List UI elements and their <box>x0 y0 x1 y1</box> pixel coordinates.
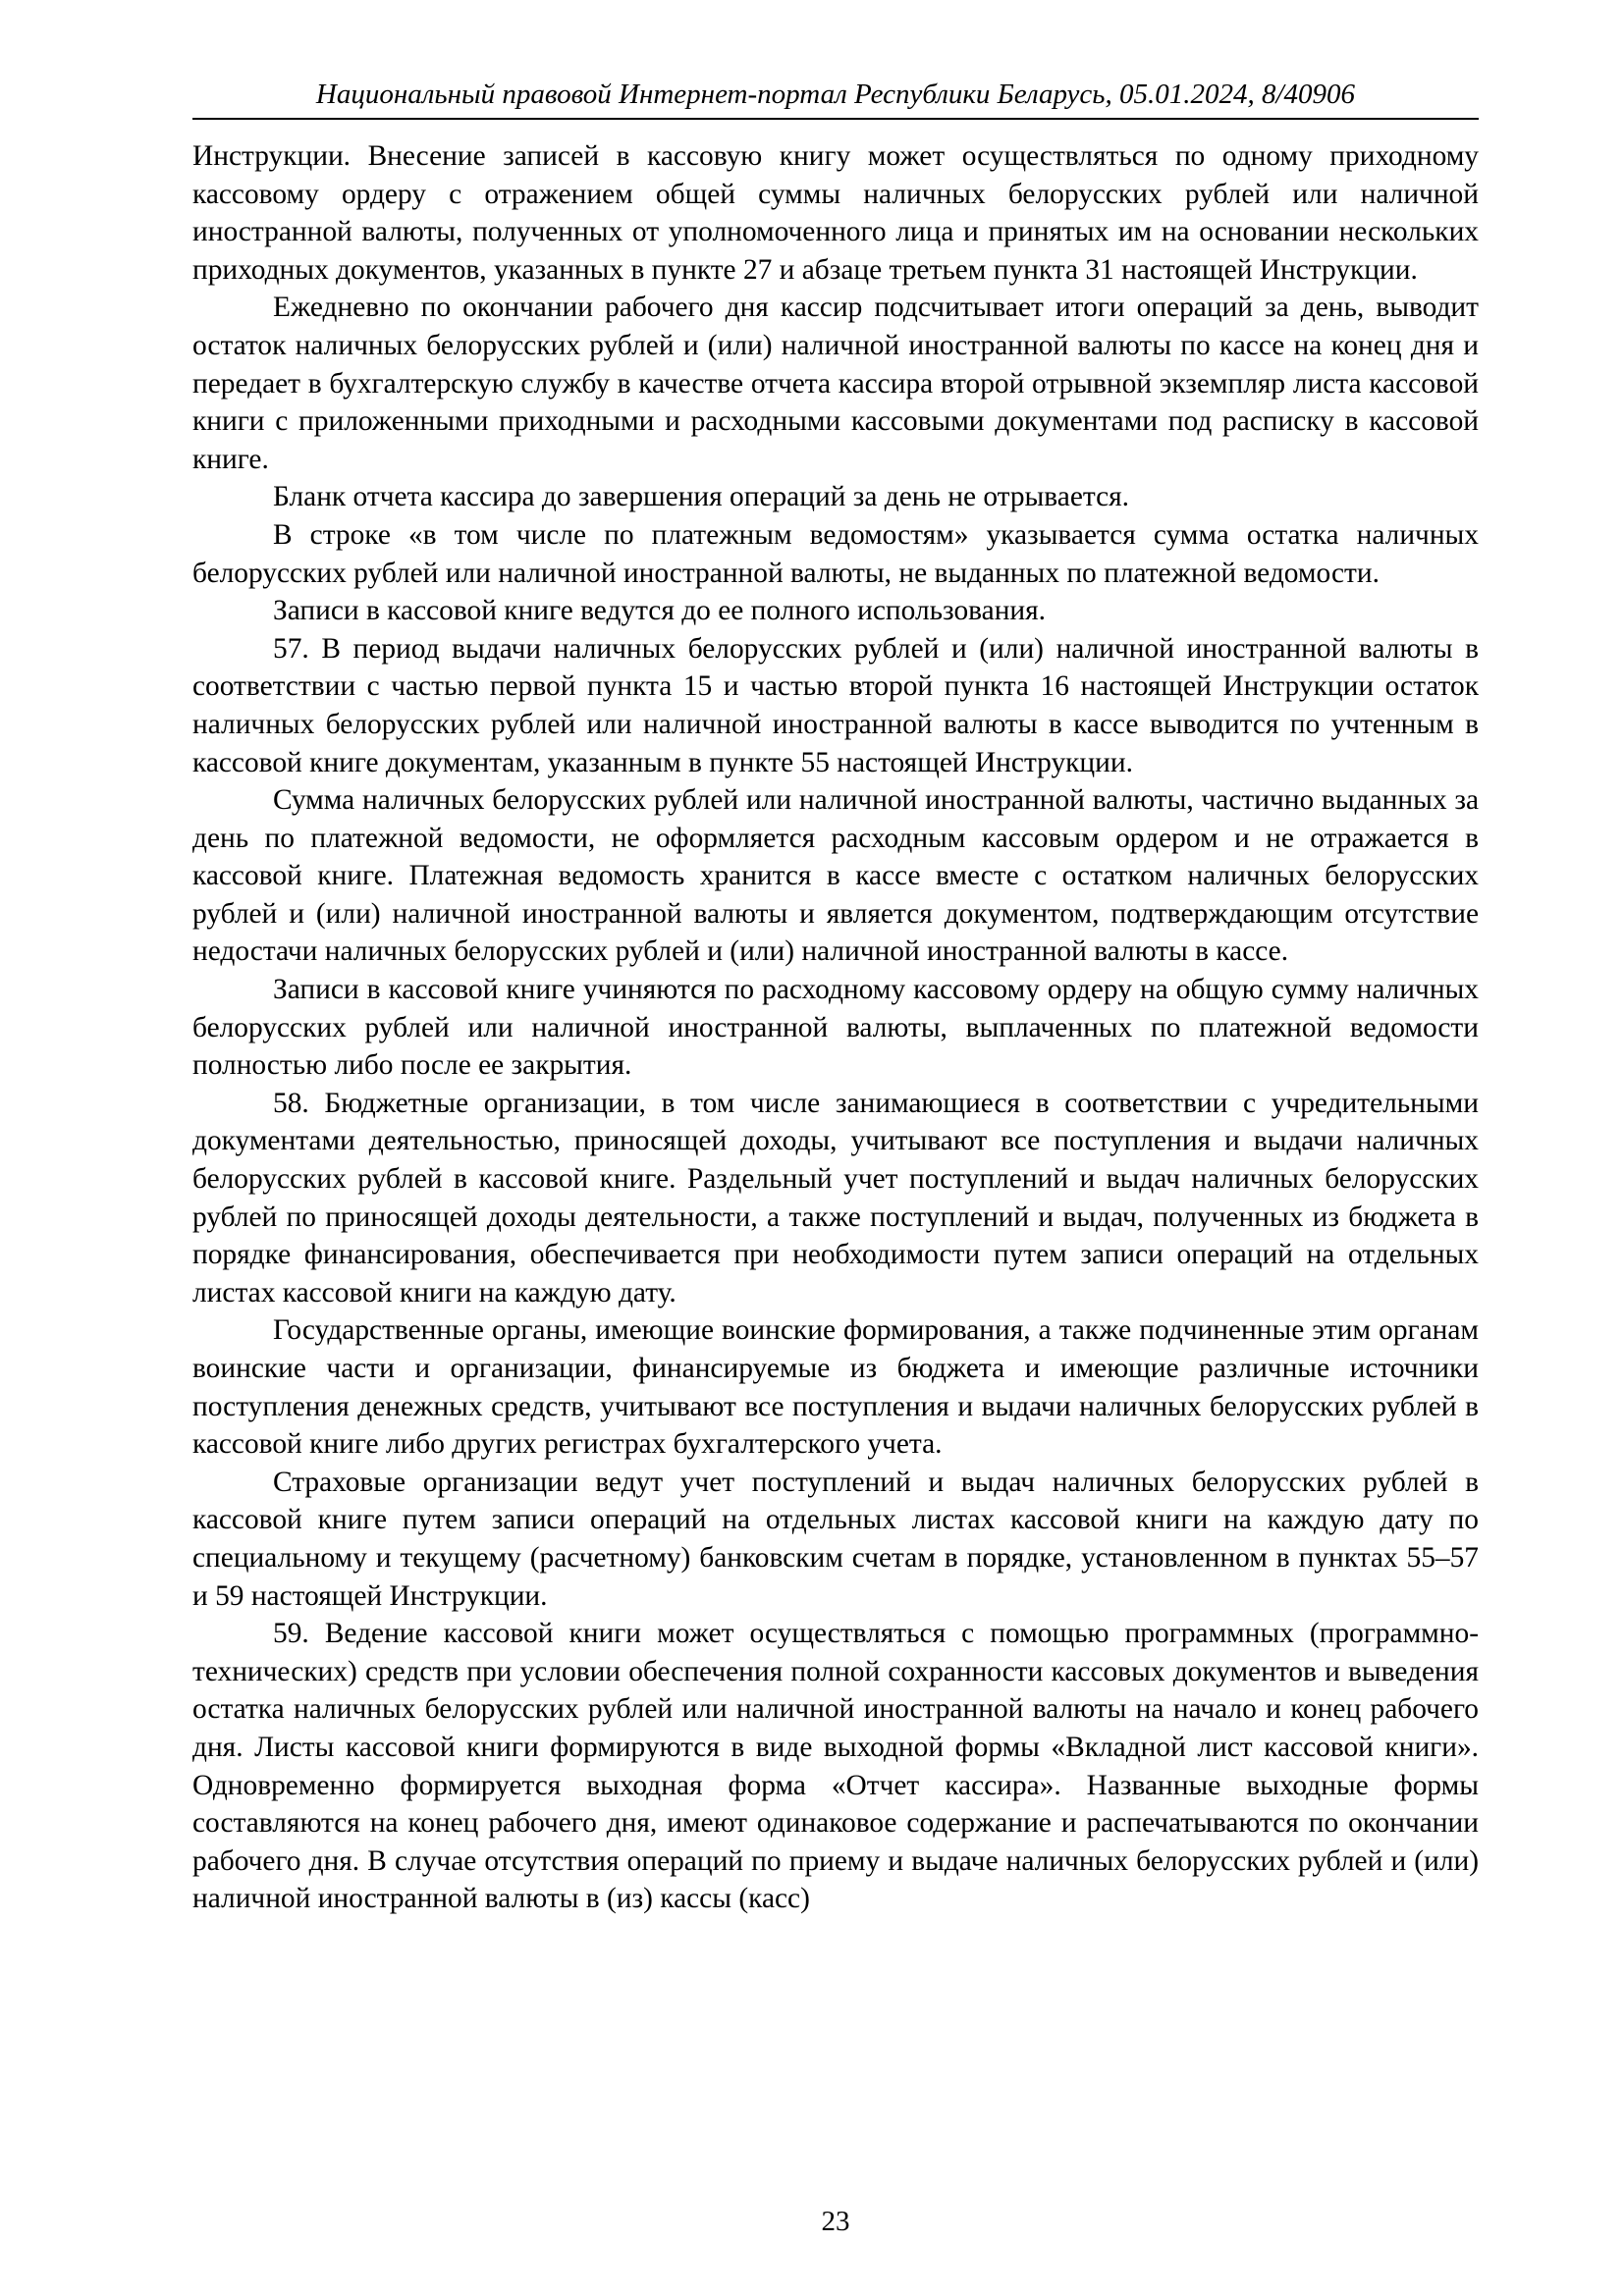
paragraph: Страховые организации ведут учет поступлений и выдач наличных белорусских рублей в кассовой книге путем записи операций на отдельных листах кассовой книги на каждую дату по специальному и текущему (расчетному) банковским счетам в порядке, установленном в пунктах 55–57 и 59 настоящей Инструкции. <box>192 1466 1479 1612</box>
paragraph: 57. В период выдачи наличных белорусских рублей и (или) наличной иностранной валюты в соответствии с частью первой пункта 15 и частью второй пункта 16 настоящей Инструкции остаток наличных белорусских рублей или наличной иностранной валюты в кассе выводится по учтенным в кассовой книге документам, указанным в пункте 55 настоящей Инструкции. <box>192 632 1479 778</box>
page-header: Национальный правовой Интернет-портал Республики Беларусь, 05.01.2024, 8/40906 <box>315 79 1356 110</box>
document-body <box>192 137 1479 1918</box>
paragraph: 59. Ведение кассовой книги может осуществляться с помощью программных (программно-технических) средств при условии обеспечения полной сохранности кассовых документов и выведения остатка наличных белорусских рублей или наличной иностранной валюты на начало и конец рабочего дня. Листы кассовой книги формируются в виде выходной формы «Вкладной лист кассовой книги». Одновременно формируется выходная форма «Отчет кассира». Названные выходные формы составляются на конец рабочего дня, имеют одинаковое содержание и распечатываются по окончании рабочего дня. В случае отсутствия операций по приему и выдаче наличных белорусских рублей и (или) наличной иностранной валюты в (из) кассы (касс) <box>192 1618 1479 1915</box>
header-divider <box>192 118 1479 120</box>
paragraph: 58. Бюджетные организации, в том числе занимающиеся в соответствии с учредительными документами деятельностью, приносящей доходы, учитывают все поступления и выдачи наличных белорусских рублей в кассовой книге. Раздельный учет поступлений и выдач наличных белорусских рублей по приносящей доходы деятельности, а также поступлений и выдач, полученных из бюджета в порядке финансирования, обеспечивается при необходимости путем записи операций на отдельных листах кассовой книги на каждую дату. <box>192 1087 1479 1308</box>
paragraph: Государственные органы, имеющие воинские формирования, а также подчиненные этим органам воинские части и организации, финансируемые из бюджета и имеющие различные источники поступления денежных средств, учитывают все поступления и выдачи наличных белорусских рублей в кассовой книге либо других регистрах бухгалтерского учета. <box>192 1314 1479 1461</box>
paragraph: Записи в кассовой книге учиняются по расходному кассовому ордеру на общую сумму наличных белорусских рублей или наличной иностранной валюты, выплаченных по платежной ведомости полностью либо после ее закрытия. <box>192 974 1479 1082</box>
paragraph: В строке «в том числе по платежным ведомостям» указывается сумма остатка наличных белорусских рублей или наличной иностранной валюты, не выданных по платежной ведомости. <box>192 518 1479 589</box>
page-number: 23 <box>821 2206 850 2237</box>
paragraph: Записи в кассовой книге ведутся до ее полного использования. <box>273 595 1047 627</box>
paragraph: Инструкции. Внесение записей в кассовую книгу может осуществляться по одному приходному кассовому ордеру с отражением общей суммы наличных белорусских рублей или наличной иностранной валюты, полученных от уполномоченного лица и принятых им на основании нескольких приходных документов, указанных в пункте 27 и абзаце третьем пункта 31 настоящей Инструкции. <box>192 140 1479 286</box>
paragraph: Бланк отчета кассира до завершения операций за день не отрывается. <box>273 481 1130 513</box>
paragraph: Ежедневно по окончании рабочего дня кассир подсчитывает итоги операций за день, выводит остаток наличных белорусских рублей и (или) наличной иностранной валюты по кассе на конец дня и передает в бухгалтерскую службу в качестве отчета кассира второй отрывной экземпляр листа кассовой книги с приложенными приходными и расходными кассовыми документами под расписку в кассовой книге. <box>192 292 1479 475</box>
paragraph: Сумма наличных белорусских рублей или наличной иностранной валюты, частично выданных за день по платежной ведомости, не оформляется расходным кассовым ордером и не отражается в кассовой книге. Платежная ведомость хранится в кассе вместе с остатком наличных белорусских рублей и (или) наличной иностранной валюты и является документом, подтверждающим отсутствие недостачи наличных белорусских рублей и (или) наличной иностранной валюты в кассе. <box>192 784 1479 968</box>
